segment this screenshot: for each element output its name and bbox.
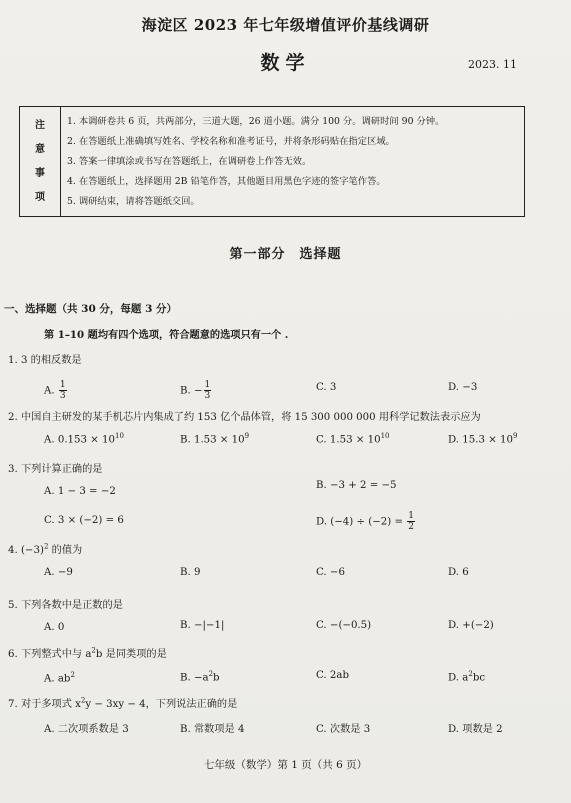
q6-option-a: A. $ab^2$ — [44, 671, 75, 685]
q3-option-a: A. 1 − 3 = −2 — [44, 486, 116, 497]
q1-option-c: C. 3 — [316, 382, 337, 393]
question-4: 4. $(-3)^2$ 的值为 — [8, 542, 83, 556]
section-heading: 一、选择题（共 30 分，每题 3 分） — [4, 303, 178, 315]
q3-option-b: B. −3 + 2 = −5 — [316, 480, 397, 491]
page-footer: 七年级（数学）第 1 页（共 6 页） — [203, 759, 368, 771]
question-1: 1. 3 的相反数是 — [8, 355, 82, 366]
q6-option-c: C. 2ab — [316, 670, 349, 681]
q6-option-d: D. $a^2bc$ — [448, 670, 486, 684]
q5-option-a: A. 0 — [44, 622, 65, 633]
question-6: 6. 下列整式中与 $a^2b$ 是同类项的是 — [8, 646, 167, 660]
q2-option-b: B. $1.53 \times 10^9$ — [180, 432, 250, 446]
question-3: 3. 下列计算正确的是 — [8, 464, 103, 475]
q4-option-b: B. 9 — [180, 567, 201, 578]
q2-option-d: D. $15.3 \times 10^9$ — [448, 432, 518, 446]
q1-option-a: A. $\frac{1}{3}$ — [44, 380, 66, 401]
notice-item: 3. 答案一律填涂或书写在答题纸上，在调研卷上作答无效。 — [67, 156, 312, 167]
exam-date: 2023. 11 — [468, 58, 517, 71]
q2-option-c: C. $1.53 \times 10^{10}$ — [316, 432, 390, 446]
q4-option-a: A. −9 — [44, 567, 73, 578]
notice-box — [19, 106, 525, 217]
exam-title: 海淀区 2023 年七年级增值评价基线调研 — [141, 16, 430, 34]
q1-option-d: D. −3 — [448, 382, 478, 393]
notice-item: 1. 本调研卷共 6 页，共两部分，三道大题，26 道小题。满分 100 分。调研时间 90 分钟。 — [67, 116, 445, 127]
q5-option-b: B. −|−1| — [180, 620, 225, 631]
q5-option-c: C. −(−0.5) — [316, 620, 372, 631]
question-7: 7. 对于多项式 $x^2y - 3xy - 4$，下列说法正确的是 — [8, 696, 238, 710]
section-instruction: 第 1–10 题均有四个选项，符合题意的选项只有一个 . — [44, 329, 289, 341]
notice-label: 注 意 事 项 — [20, 107, 61, 216]
q1-option-b: B. − $\frac{1}{3}$ — [180, 380, 211, 401]
q4-option-d: D. 6 — [448, 567, 469, 578]
notice-item: 2. 在答题纸上准确填写姓名、学校名称和准考证号，并将条形码贴在指定区域。 — [67, 136, 395, 147]
notice-item: 4. 在答题纸上，选择题用 2B 铅笔作答，其他题目用黑色字迹的签字笔作答。 — [67, 176, 386, 187]
part-title: 第一部分 选择题 — [229, 247, 342, 262]
q7-option-c: C. 次数是 3 — [316, 724, 371, 735]
q7-option-d: D. 项数是 2 — [448, 724, 503, 735]
q7-option-b: B. 常数项是 4 — [180, 724, 245, 735]
subject-title: 数学 — [260, 52, 311, 74]
q5-option-d: D. +(−2) — [448, 620, 494, 631]
q3-option-c: C. 3 × (−2) = 6 — [44, 515, 124, 526]
q2-option-a: A. $0.153 \times 10^{10}$ — [44, 432, 124, 446]
q6-option-b: B. $-a^2b$ — [180, 670, 220, 684]
q3-option-d: D. (−4) ÷ (−2) = $\frac{1}{2}$ — [316, 511, 414, 532]
question-2: 2. 中国自主研发的某手机芯片内集成了约 153 亿个晶体管，将 15 300 000 000 用科学记数法表示应为 — [8, 412, 481, 423]
notice-item: 5. 调研结束，请将答题纸交回。 — [67, 196, 200, 207]
q4-option-c: C. −6 — [316, 567, 345, 578]
question-5: 5. 下列各数中是正数的是 — [8, 600, 123, 611]
q7-option-a: A. 二次项系数是 3 — [44, 724, 129, 735]
